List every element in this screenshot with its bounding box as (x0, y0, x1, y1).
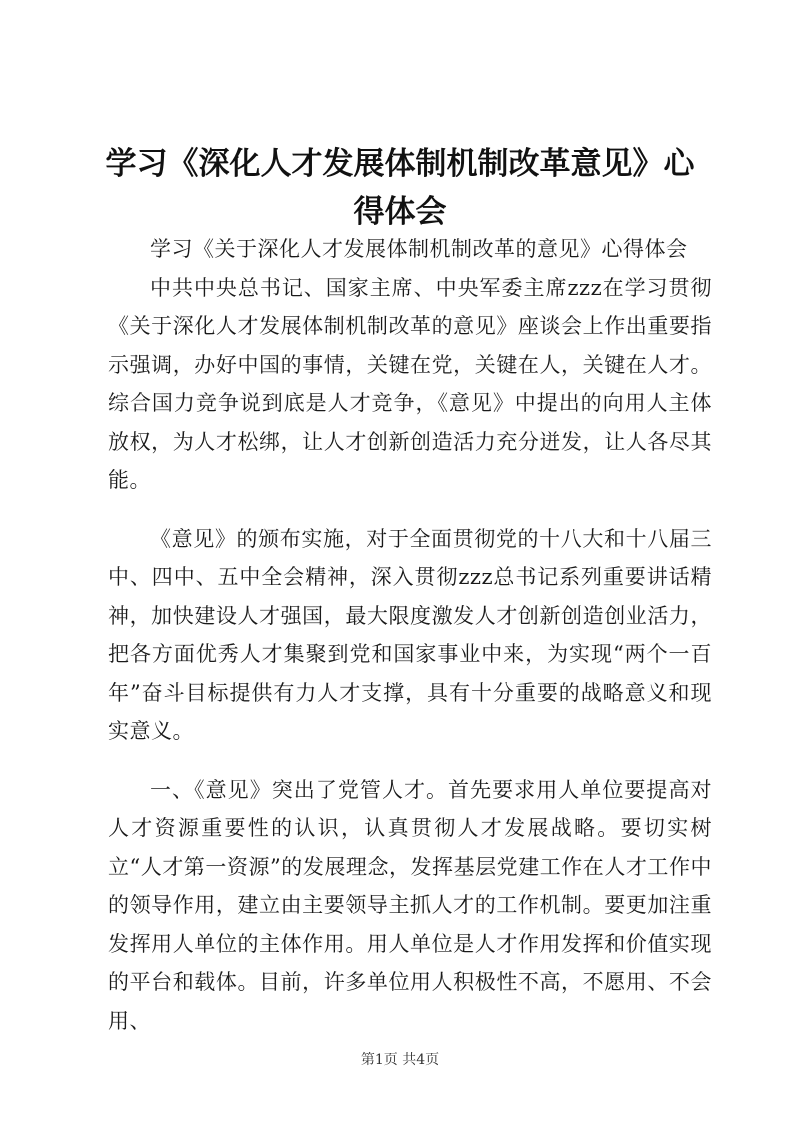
subtitle-paragraph: 学习《关于深化人才发展体制机制改革的意见》心得体会 (150, 237, 688, 261)
body-paragraph-2: 《意见》的颁布实施，对于全面贯彻党的十八大和十八届三中、四中、五中全会精神，深入贯彻zzz总书记系列重要讲话精神，加快建设人才强国，最大限度激发人才创新创造创业活力，把各方面优秀人才集聚到党和国家事业中来，为实现“两个一百年”奋斗目标提供有力人才支撑，具有十分重要的战略意义和现实意义。 (108, 526, 712, 743)
document-body (108, 230, 712, 1040)
document-title: 学习《深化人才发展体制机制改革意见》心得体会 (105, 146, 695, 230)
page-number-footer: 第1页 共4页 (360, 1052, 440, 1068)
body-paragraph-3: 一、《意见》突出了党管人才。首先要求用人单位要提高对人才资源重要性的认识，认真贯彻人才发展战略。要切实树立“人才第一资源”的发展理念，发挥基层党建工作在人才工作中的领导作用，建立由主要领导主抓人才的工作机制。要更加注重发挥用人单位的主体作用。用人单位是人才作用发挥和价值实现的平台和载体。目前，许多单位用人积极性不高，不愿用、不会用、 (108, 777, 712, 1033)
body-paragraph-1: 中共中央总书记、国家主席、中央军委主席zzz在学习贯彻《关于深化人才发展体制机制改革的意见》座谈会上作出重要指示强调，办好中国的事情，关键在党，关键在人，关键在人才。综合国力竞争说到底是人才竞争，《意见》中提出的向用人主体放权，为人才松绑，让人才创新创造活力充分迸发，让人各尽其能。 (108, 275, 712, 492)
